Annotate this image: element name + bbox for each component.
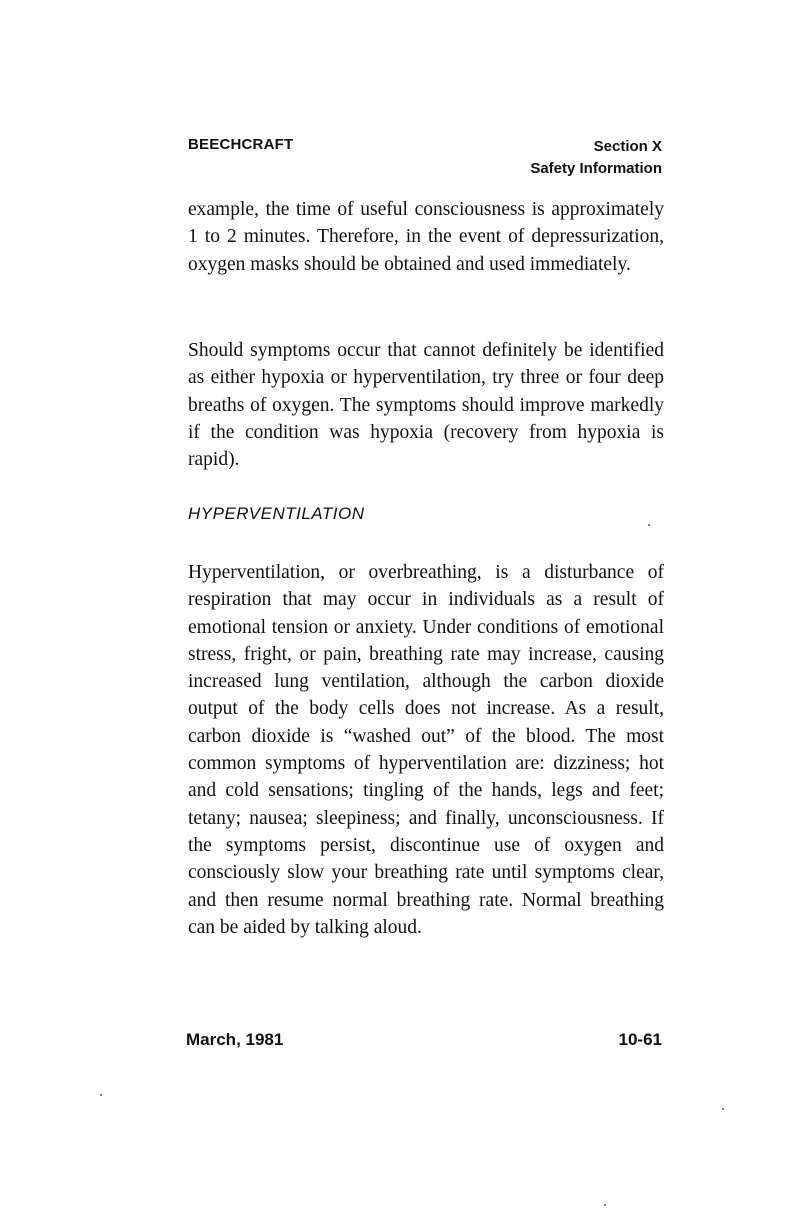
- section-header: [530, 136, 662, 180]
- paragraph-hyperventilation: Hyperventilation, or overbreathing, is a disturbance of respiration that may occur in individuals as a result of emotional tension or anxiety. Under conditions of emotional stress, fright, or pain, breathing rate may increase, causing increased lung ventilation, although the carbon dioxide output of the body cells does not increase. As a result, carbon dioxide is “washed out” of the blood. The most common symptoms of hyperventilation are: dizziness; hot and cold sensations; tingling of the hands, legs and feet; tetany; nausea; sleepiness; and finally, unconsciousness. If the symptoms persist, discontinue use of oxygen and consciously slow your breathing rate until symptoms clear, and then resume normal breathing rate. Normal breathing can be aided by talking aloud.: [188, 562, 664, 938]
- scan-speck: [604, 1204, 606, 1206]
- section-label: Section X: [593, 138, 662, 155]
- scan-speck: [100, 1094, 102, 1096]
- section-heading-hyperventilation: HYPERVENTILATION: [188, 504, 365, 523]
- scan-speck: [722, 1108, 724, 1110]
- paragraph-symptoms: Should symptoms occur that cannot definitely be identified as either hypoxia or hyperventilation, try three or four deep breaths of oxygen. The symptoms should improve markedly if the condition was hypoxia (recovery from hypoxia is rapid).: [188, 340, 664, 471]
- manufacturer-header: BEECHCRAFT: [188, 136, 294, 153]
- footer-page-number: 10-61: [618, 1030, 662, 1049]
- section-subtitle: Safety Information: [530, 160, 662, 177]
- paragraph-useful-consciousness: example, the time of useful consciousness is approximately 1 to 2 minutes. Therefore, in the event of depressurization, oxygen masks should be obtained and used immediately.: [188, 199, 664, 275]
- scan-speck: [648, 524, 650, 526]
- footer-date: March, 1981: [186, 1030, 284, 1049]
